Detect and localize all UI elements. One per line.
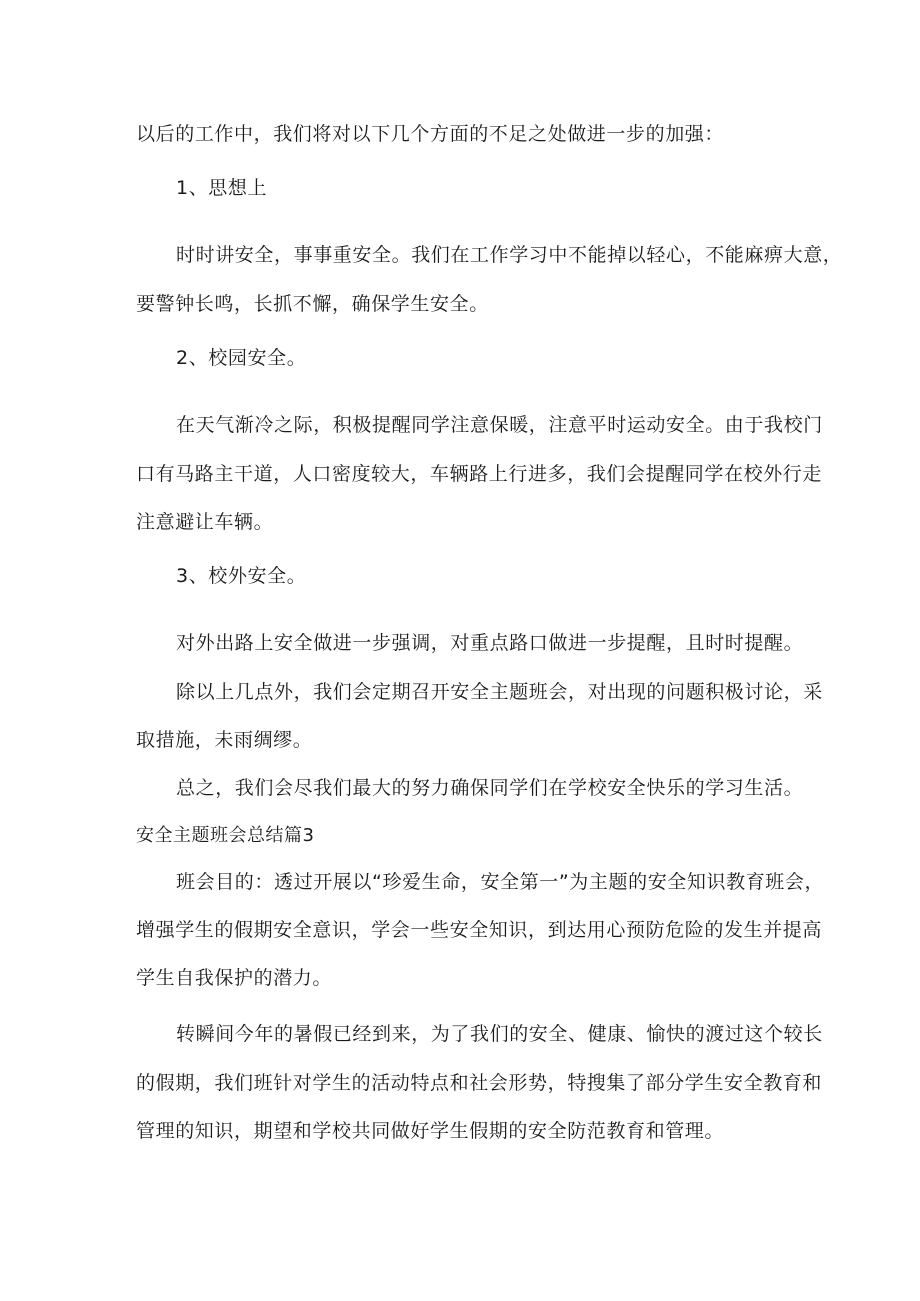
paragraph-line: 时时讲安全，事事重安全。我们在工作学习中不能掉以轻心，不能麻痹大意， — [176, 244, 843, 266]
paragraph-line: 转瞬间今年的暑假已经到来，为了我们的安全、健康、愉快的渡过这个较长 — [176, 1023, 823, 1045]
paragraph-line: 除以上几点外，我们会定期召开安全主题班会，对出现的问题积极讨论，采 — [176, 681, 823, 703]
paragraph-line: 增强学生的假期安全意识，学会一些安全知识，到达用心预防危险的发生并提高 — [136, 919, 823, 941]
section-heading-2: 2、校园安全。 — [176, 347, 307, 369]
paragraph-line: 总之，我们会尽我们最大的努力确保同学们在学校安全快乐的学习生活。 — [176, 777, 804, 799]
paragraph-line: 在天气渐冷之际，积极提醒同学注意保暖，注意平时运动安全。由于我校门 — [176, 414, 823, 436]
paragraph-line: 注意避让车辆。 — [136, 511, 274, 533]
paragraph-line: 口有马路主干道，人口密度较大，车辆路上行进多，我们会提醒同学在校外行走 — [136, 463, 823, 485]
paragraph-line: 以后的工作中，我们将对以下几个方面的不足之处做进一步的加强： — [136, 123, 725, 145]
paragraph-line: 取措施，未雨绸缪。 — [136, 729, 313, 751]
paragraph-line: 班会目的：透过开展以“珍爱生命，安全第一”为主题的安全知识教育班会， — [176, 871, 825, 893]
section-heading-3: 3、校外安全。 — [176, 565, 307, 587]
paragraph-line: 管理的知识，期望和学校共同做好学生假期的安全防范教育和管理。 — [136, 1120, 725, 1142]
paragraph-line: 的假期，我们班针对学生的活动特点和社会形势，特搜集了部分学生安全教育和 — [136, 1072, 823, 1094]
section-heading-1: 1、思想上 — [176, 177, 268, 199]
paragraph-line: 学生自我保护的潜力。 — [136, 967, 333, 989]
section-title: 安全主题班会总结篇3 — [136, 825, 315, 846]
paragraph-line: 要警钟长鸣，长抓不懈，确保学生安全。 — [136, 293, 489, 315]
paragraph-line: 对外出路上安全做进一步强调，对重点路口做进一步提醒，且时时提醒。 — [176, 632, 804, 654]
